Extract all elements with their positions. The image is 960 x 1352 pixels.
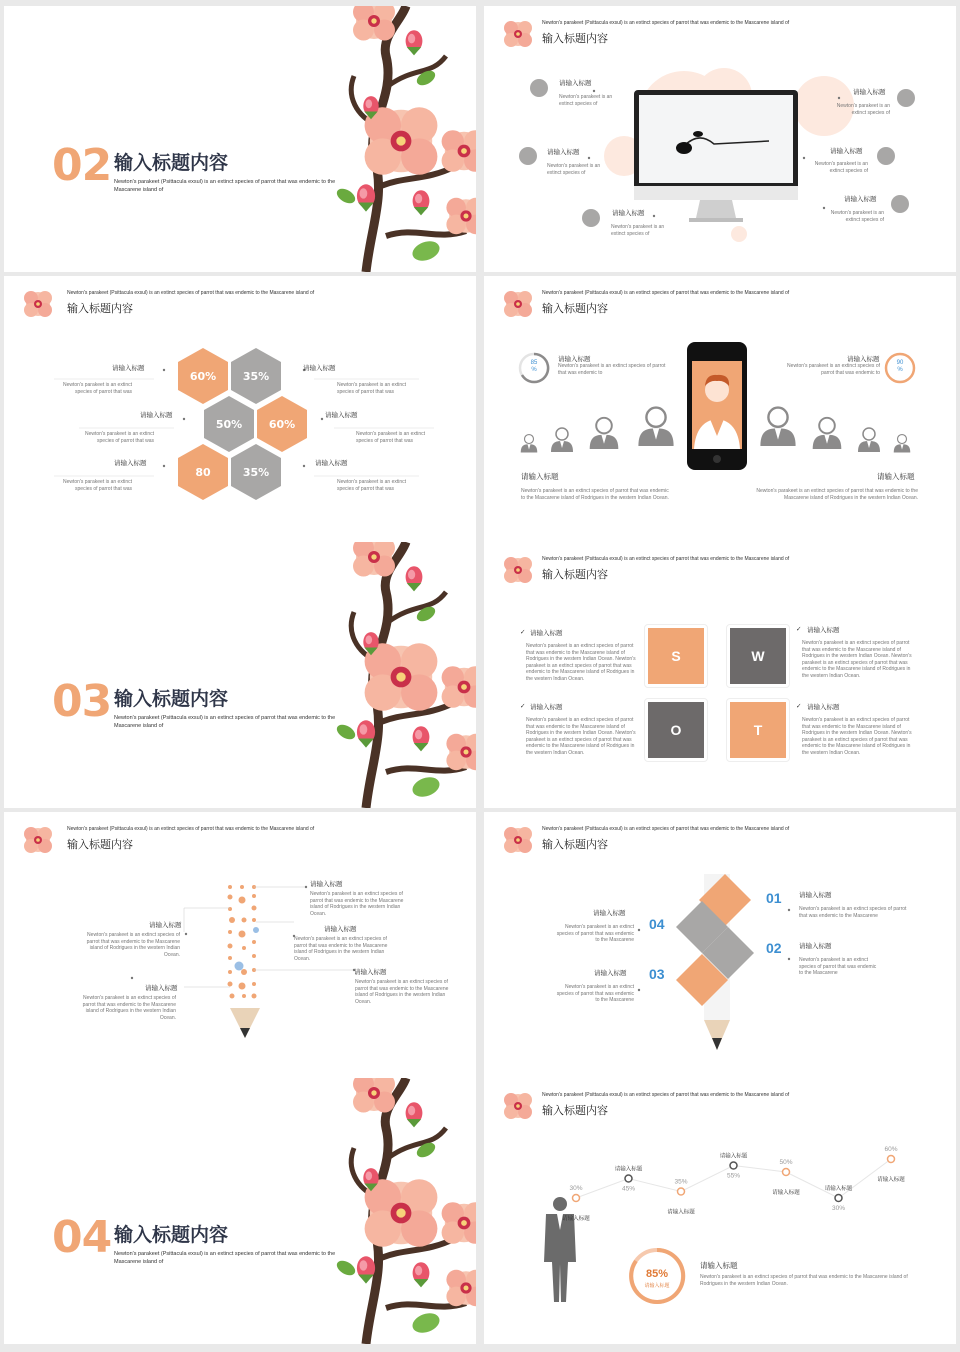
label-3: 请输入标题 — [114, 459, 147, 467]
label-6: 请输入标题 — [844, 195, 877, 203]
label-1: 请输入标题 — [559, 79, 592, 87]
header-title: 输入标题内容 — [542, 1104, 608, 1117]
text-3: Newton's parakeet is an extinct species of parrot that was endemic to the Mascarene island of Rodrigues in the western Indian Ocean. — [521, 488, 669, 501]
header-subtitle: Newton's parakeet (Psittacula exsul) is an extinct species of parrot that was endemic to the Mascarene island of — [542, 290, 790, 296]
data-point — [835, 1195, 842, 1202]
label-2: 请输入标题 — [547, 148, 580, 156]
blossom-illustration — [326, 6, 476, 272]
text-t: Newton's parakeet is an extinct species of parrot that was endemic to the Mascarene island of Rodrigues in the western Indian Ocean. Newton's parakeet is an extinct species of parrot that was endemic to the Mascarene island of Rodrigues in the western Indian Ocean. — [802, 717, 912, 756]
swot-card-t — [726, 698, 790, 762]
monitor-diagram — [484, 6, 956, 272]
hex-value-4: 60% — [268, 418, 296, 431]
text-o: Newton's parakeet is an extinct species of parrot that was endemic to the Mascarene island of Rodrigues in the western Indian Ocean. Newton's parakeet is an extinct species of parrot that was endemic to the Mascarene island of Rodrigues in the western Indian Ocean. — [526, 717, 636, 756]
left-percent: 85 % — [530, 360, 538, 373]
swot-letter-s: S — [648, 628, 704, 684]
text-4: Newton's parakeet is an extinct species of — [836, 103, 890, 116]
text-4: Newton's parakeet is an extinct species of parrot that was — [337, 382, 407, 395]
label-1: 请输入标题 — [310, 880, 343, 888]
businessman-silhouette — [544, 1197, 576, 1302]
label-4: 请输入标题 — [149, 921, 182, 929]
slide-phone[interactable] — [484, 276, 956, 542]
text-02: Newton's parakeet is an extinct species of parrot that was endemic to the Mascarene — [799, 957, 877, 976]
header-subtitle: Newton's parakeet (Psittacula exsul) is an extinct species of parrot that was endemic to the Mascarene island of — [67, 826, 315, 832]
point-label: 请输入标题 — [877, 1177, 905, 1183]
section-number: 02 — [52, 140, 112, 191]
slide-section-04[interactable] — [4, 1078, 476, 1344]
data-point — [625, 1175, 632, 1182]
number-04: 04 — [649, 916, 665, 932]
hex-value-1: 60% — [189, 370, 217, 383]
header-subtitle: Newton's parakeet (Psittacula exsul) is an extinct species of parrot that was endemic to the Mascarene island of — [542, 826, 790, 832]
header-subtitle: Newton's parakeet (Psittacula exsul) is an extinct species of parrot that was endemic to the Mascarene island of — [67, 290, 315, 296]
text-3: Newton's parakeet is an extinct species of parrot that was — [62, 479, 132, 492]
big-percent: 85% — [645, 1268, 669, 1280]
data-label: 35% — [674, 1178, 688, 1186]
label-02: 请输入标题 — [799, 942, 832, 950]
text-4: Newton's parakeet is an extinct species of parrot that was endemic to the Mascarene island of Rodrigues in the western Indian Ocean. — [86, 932, 180, 958]
label-03: 请输入标题 — [594, 969, 627, 977]
data-label: 55% — [726, 1172, 741, 1180]
header-title: 输入标题内容 — [542, 302, 608, 315]
check-icon: ✓ — [520, 702, 526, 710]
point-label: 请输入标题 — [614, 1166, 643, 1173]
point-label: 请输入标题 — [772, 1190, 800, 1196]
check-icon: ✓ — [520, 628, 526, 636]
label-main: 请输入标题 — [700, 1261, 738, 1270]
swot-card-w — [726, 624, 790, 688]
header-title: 输入标题内容 — [542, 838, 608, 851]
blossom-illustration — [326, 542, 476, 808]
slide-section-02[interactable] — [4, 6, 476, 272]
text-03: Newton's parakeet is an extinct species of parrot that was endemic to the Mascarene — [556, 984, 634, 1003]
header-title: 输入标题内容 — [67, 838, 133, 851]
text-2: Newton's parakeet is an extinct species of parrot that was — [84, 431, 154, 444]
data-point — [783, 1169, 790, 1176]
hex-value-5: 80 — [195, 466, 211, 479]
hex-value-3: 50% — [215, 418, 243, 431]
label-3: 请输入标题 — [612, 209, 645, 217]
big-percent-label: 请输入标题 — [644, 1283, 670, 1289]
text-5: Newton's parakeet is an extinct species of parrot that was endemic to the Mascarene island of Rodrigues in the western Indian Ocean. — [82, 995, 176, 1021]
text-6: Newton's parakeet is an extinct species of parrot that was — [337, 479, 407, 492]
section-number: 04 — [52, 1212, 112, 1263]
label-04: 请输入标题 — [593, 909, 626, 917]
data-point — [678, 1188, 685, 1195]
slide-pencil-dots[interactable] — [4, 812, 476, 1078]
label-4: 请输入标题 — [853, 88, 886, 96]
section-number: 03 — [52, 676, 112, 727]
section-title: 输入标题内容 — [114, 688, 229, 710]
label-w: 请输入标题 — [807, 626, 840, 634]
text-6: Newton's parakeet is an extinct species of — [830, 210, 884, 223]
swot-letter-w: W — [730, 628, 786, 684]
text-3: Newton's parakeet is an extinct species of parrot that was endemic to the Mascarene island of Rodrigues in the western Indian Ocean. — [355, 979, 449, 1005]
label-6: 请输入标题 — [315, 459, 348, 467]
text-s: Newton's parakeet is an extinct species of parrot that was endemic to the Mascarene island of Rodrigues in the western Indian Ocean. Newton's parakeet is an extinct species of parrot that was endemic to the Mascarene island of Rodrigues in the western Indian Ocean. — [526, 643, 636, 682]
point-label: 请输入标题 — [562, 1216, 590, 1222]
label-4: 请输入标题 — [303, 364, 336, 372]
pencil-diamond-diagram — [484, 812, 956, 1078]
header-title: 输入标题内容 — [542, 32, 608, 45]
label-5: 请输入标题 — [145, 984, 178, 992]
hex-value-6: 35% — [242, 466, 270, 479]
text-1: Newton's parakeet is an extinct species of parrot that was endemic to — [558, 363, 666, 376]
slide-pencil-diamonds[interactable] — [484, 812, 956, 1078]
swot-card-o — [644, 698, 708, 762]
text-main: Newton's parakeet is an extinct species of parrot that was endemic to the Mascarene island of Rodrigues in the western Indian Ocean. — [700, 1274, 908, 1287]
point-label: 请输入标题 — [719, 1153, 748, 1160]
data-label: 50% — [779, 1159, 793, 1166]
number-03: 03 — [649, 966, 665, 982]
hex-value-2: 35% — [242, 370, 270, 383]
header-title: 输入标题内容 — [67, 302, 133, 315]
label-5: 请输入标题 — [830, 147, 863, 155]
label-o: 请输入标题 — [530, 703, 563, 711]
text-5: Newton's parakeet is an extinct species of parrot that was — [356, 431, 426, 444]
check-icon: ✓ — [796, 625, 802, 633]
data-point — [730, 1162, 737, 1169]
data-label: 45% — [621, 1185, 636, 1193]
text-2: Newton's parakeet is an extinct species of parrot that was endemic to the Mascarene island of Rodrigues in the western Indian Ocean. — [294, 936, 388, 962]
swot-letter-o: O — [648, 702, 704, 758]
chart-layer — [562, 1146, 905, 1222]
swot-letter-t: T — [730, 702, 786, 758]
swot-card-s — [644, 624, 708, 688]
header-subtitle: Newton's parakeet (Psittacula exsul) is an extinct species of parrot that was endemic to the Mascarene island of — [542, 1092, 790, 1098]
label-4: 请输入标题 — [877, 472, 915, 481]
label-1: 请输入标题 — [112, 364, 145, 372]
number-01: 01 — [766, 890, 782, 906]
header-subtitle: Newton's parakeet (Psittacula exsul) is an extinct species of parrot that was endemic to the Mascarene island of — [542, 20, 790, 26]
header-title: 输入标题内容 — [542, 568, 608, 581]
section-subtitle: Newton's parakeet (Psittacula exsul) is an extinct species of parrot that was endemic to the Mascarene island of — [114, 1251, 336, 1265]
label-5: 请输入标题 — [325, 411, 358, 419]
text-5: Newton's parakeet is an extinct species of — [814, 161, 868, 174]
section-title: 输入标题内容 — [114, 152, 229, 174]
number-02: 02 — [766, 940, 782, 956]
slide-section-03[interactable] — [4, 542, 476, 808]
text-2: Newton's parakeet is an extinct species of — [547, 163, 601, 176]
slide-swot[interactable] — [484, 542, 956, 808]
text-04: Newton's parakeet is an extinct species of parrot that was endemic to the Mascarene — [556, 924, 634, 943]
text-1: Newton's parakeet is an extinct species of — [559, 94, 613, 107]
text-1: Newton's parakeet is an extinct species of parrot that was — [62, 382, 132, 395]
data-point — [573, 1195, 580, 1202]
label-3: 请输入标题 — [521, 472, 559, 481]
label-1: 请输入标题 — [558, 355, 591, 363]
slide-line-chart[interactable] — [484, 1078, 956, 1344]
point-label: 请输入标题 — [824, 1186, 853, 1192]
label-s: 请输入标题 — [530, 629, 563, 637]
blossom-illustration — [326, 1078, 476, 1344]
text-3: Newton's parakeet is an extinct species of — [611, 224, 665, 237]
label-2: 请输入标题 — [847, 355, 880, 363]
section-subtitle: Newton's parakeet (Psittacula exsul) is an extinct species of parrot that was endemic to the Mascarene island of — [114, 715, 336, 729]
check-icon: ✓ — [796, 702, 802, 710]
label-2: 请输入标题 — [324, 925, 357, 933]
line-chart — [484, 1078, 956, 1344]
flower-icon — [504, 556, 532, 584]
label-01: 请输入标题 — [799, 891, 832, 899]
text-w: Newton's parakeet is an extinct species of parrot that was endemic to the Mascarene island of Rodrigues in the western Indian Ocean. Newton's parakeet is an extinct species of parrot that was endemic to the Mascarene island of Rodrigues in the western Indian Ocean. — [802, 640, 912, 679]
label-t: 请输入标题 — [807, 703, 840, 711]
data-label: 30% — [569, 1185, 583, 1192]
slide-hexagons[interactable] — [4, 276, 476, 542]
data-label: 60% — [884, 1146, 898, 1153]
text-4: Newton's parakeet is an extinct species of parrot that was endemic to the Mascarene island of Rodrigues in the western Indian Ocean. — [756, 488, 918, 501]
label-2: 请输入标题 — [140, 411, 173, 419]
data-label: 30% — [831, 1205, 846, 1212]
pencil-dot-diagram — [4, 812, 476, 1078]
slide-monitor[interactable] — [484, 6, 956, 272]
data-point — [888, 1156, 895, 1163]
point-label: 请输入标题 — [667, 1209, 695, 1216]
text-2: Newton's parakeet is an extinct species of parrot that was endemic to — [787, 363, 880, 376]
section-subtitle: Newton's parakeet (Psittacula exsul) is an extinct species of parrot that was endemic to the Mascarene island of — [114, 179, 336, 193]
hexagon-chart — [4, 276, 476, 542]
section-title: 输入标题内容 — [114, 1224, 229, 1246]
phone-diagram — [484, 276, 956, 542]
right-percent: 90 % — [896, 360, 904, 373]
text-01: Newton's parakeet is an extinct species of parrot that was endemic to the Mascarene — [799, 906, 907, 919]
text-1: Newton's parakeet is an extinct species of parrot that was endemic to the Mascarene island of Rodrigues in the western Indian Ocean. — [310, 891, 404, 917]
header-subtitle: Newton's parakeet (Psittacula exsul) is an extinct species of parrot that was endemic to the Mascarene island of — [542, 556, 790, 562]
label-3: 请输入标题 — [354, 968, 387, 976]
